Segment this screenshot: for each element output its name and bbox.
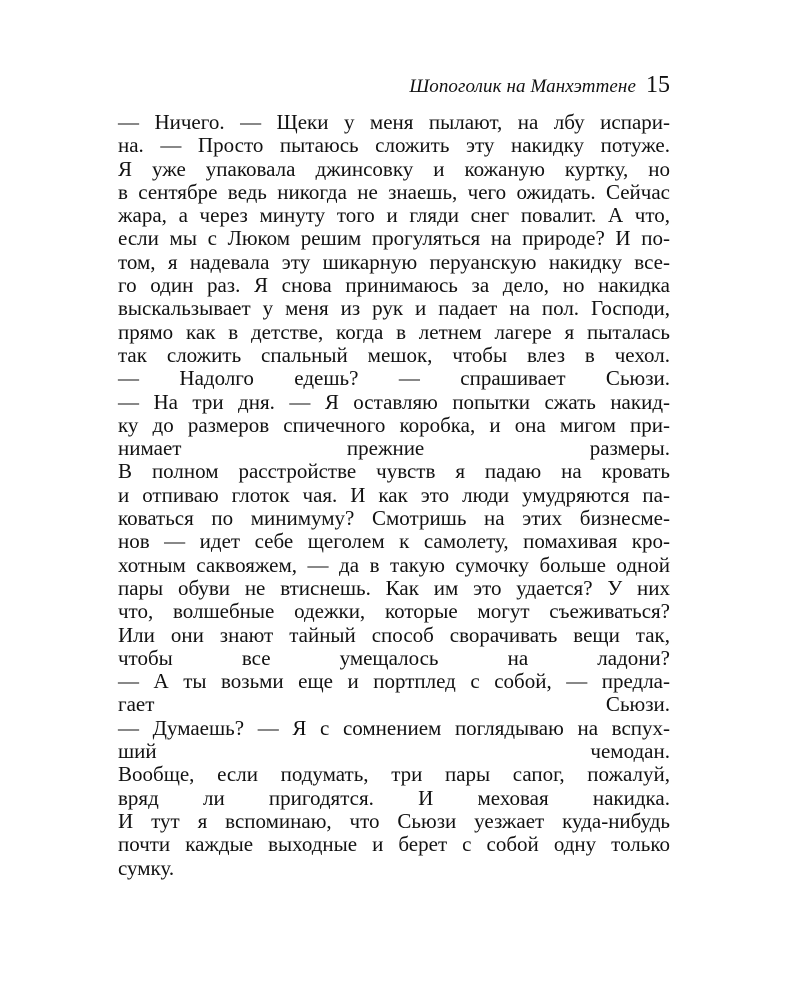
text-line: прямо как в детстве, когда в летнем лагере я пыталась	[118, 319, 670, 344]
text-line: в сентябре ведь никогда не знаешь, чего ожидать. Сейчас	[118, 179, 670, 204]
text-line: если мы с Люком решим прогуляться на природе? И по-	[118, 226, 670, 251]
text-line: почти каждые выходные и берет с собой одну только	[118, 832, 670, 857]
text-line: чтобы все умещалось на ладони?	[118, 645, 670, 670]
text-line: — Думаешь? — Я с сомнением поглядываю на вспух-	[118, 715, 670, 740]
text-line: нов — идет себе щеголем к самолету, помахивая кро-	[118, 529, 670, 554]
text-line: сумку.	[118, 855, 175, 880]
text-line: том, я надевала эту шикарную перуанскую накидку все-	[118, 249, 670, 274]
text-line: пары обуви не втиснешь. Как им это удается? У них	[118, 575, 670, 600]
text-line: вряд ли пригодятся. И меховая накидка.	[118, 785, 670, 810]
text-line: нимает прежние размеры.	[118, 436, 670, 461]
text-line: так сложить спальный мешок, чтобы влез в чехол.	[118, 342, 670, 367]
text-line: хотным саквояжем, — да в такую сумочку больше одной	[118, 552, 670, 577]
page-number: 15	[646, 72, 670, 98]
text-line: — Надолго едешь? — спрашивает Сьюзи.	[118, 366, 670, 391]
text-line: жара, а через минуту того и гляди снег повалит. А что,	[118, 203, 670, 228]
header-title: Шопоголик на Манхэттене	[409, 76, 636, 97]
text-line: что, волшебные одежки, которые могут съеживаться?	[118, 599, 670, 624]
text-line: В полном расстройстве чувств я падаю на кровать	[118, 459, 670, 484]
text-line: ку до размеров спичечного коробка, и она мигом при-	[118, 412, 670, 437]
text-line: Я уже упаковала джинсовку и кожаную куртку, но	[118, 156, 670, 181]
running-header	[118, 70, 670, 103]
text-line: И тут я вспоминаю, что Сьюзи уезжает куда-нибудь	[118, 808, 670, 833]
text-line: ший чемодан.	[118, 739, 670, 764]
text-line: Вообще, если подумать, три пары сапог, пожалуй,	[118, 762, 670, 787]
text-line: — А ты возьми еще и портплед с собой, — предла-	[118, 669, 670, 694]
text-line: и отпиваю глоток чая. И как это люди умудряются па-	[118, 482, 670, 507]
text-line: — Ничего. — Щеки у меня пылают, на лбу испари-	[118, 110, 670, 134]
text-line: го один раз. Я снова принимаюсь за дело, но накидка	[118, 273, 670, 298]
body-text	[118, 111, 670, 880]
text-line: — На три дня. — Я оставляю попытки сжать накид-	[118, 389, 670, 414]
text-line: гает Сьюзи.	[118, 692, 670, 717]
text-line: Или они знают тайный способ сворачивать вещи так,	[118, 622, 670, 647]
text-line: на. — Просто пытаюсь сложить эту накидку потуже.	[118, 133, 670, 158]
text-line: коваться по минимуму? Смотришь на этих бизнесме-	[118, 506, 670, 531]
text-line: выскальзывает у меня из рук и падает на пол. Господи,	[118, 296, 670, 321]
